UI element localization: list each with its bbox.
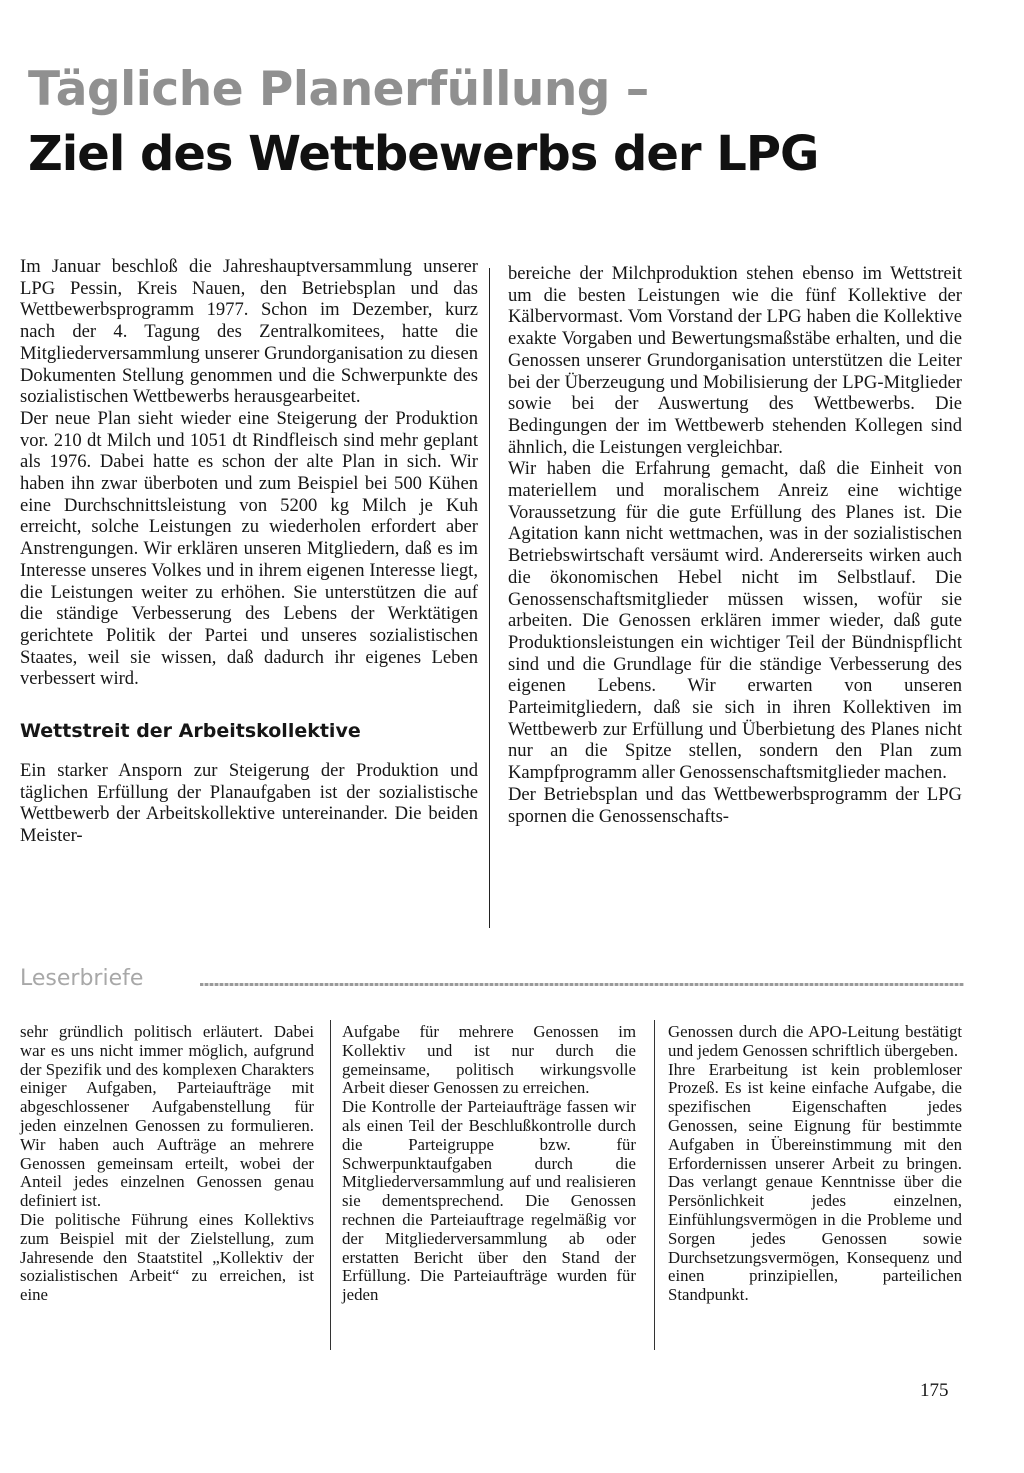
article-column-left [20, 256, 478, 847]
section-subheading: Wettstreit der Arbeitskollektive [20, 720, 361, 743]
article-paragraph: Der neue Plan sieht wieder eine Steigerung der Produktion vor. 210 dt Milch und 1051 dt Rindfleisch sind mehr geplant als 1976. Dabei hatte es schon der alte Plan in sich. Wir haben ihn zwar überboten und zum Beispiel bei 500 Kühen eine Durchschnittsleistung von 5200 kg Milch je Kuh erreicht, solche Leistungen zu wiederholen erfordert aber Anstrengungen. Wir erklären unseren Mitgliedern, daß es im Interesse unseres Volkes und in ihrem eigenen Interesse liegt, die Leistungen weiter zu erhöhen. Sie unterstützen die auf die ständige Verbesserung des Lebens der Werktätigen gerichtete Politik der Partei und unseres sozialistischen Staates, weil sie wissen, daß dadurch ihr eigenes Leben verbessert wird. [20, 407, 478, 690]
article-paragraph: Wir haben die Erfahrung gemacht, daß die Einheit von materiellem und moralischem Anreiz eine wichtige Voraussetzung für die gute Erfüllung des Planes ist. Die Agitation kann nicht wettmachen, was in der sozialistischen Betriebswirtschaft versäumt wird. Andererseits wirken auch die ökonomischen Hebel nicht im Selbstlauf. Die Genossenschaftsmitglieder müssen wissen, wofür sie arbeiten. Die Genossen erklären immer wieder, daß gute Produktionsleistungen ein wichtiger Teil der Bündnispflicht sind und die Grundlage für die ständige Verbesserung des eigenen Lebens. Wir erwarten von unseren Parteimitgliedern, daß sie sich in ihren Kollektiven im Wettbewerb zur Erfüllung und Überbietung des Planes nicht nur an die Spitze stellen, sondern den Plan zum Kampfprogramm aller Genossenschaftsmitglieder machen. [508, 458, 962, 784]
article-column-right [508, 263, 962, 827]
letters-column-2 [342, 1023, 636, 1305]
letters-paragraph: Ihre Erarbeitung ist kein problemloser Prozeß. Es ist keine einfache Aufgabe, die spezifischen Eigenschaften jedes Genossen, seine Eignung für bestimmte Aufgaben in Übereinstimmung mit den Erfordernissen unserer Arbeit zu bringen. Das verlangt genaue Kenntnisse über die Persönlichkeit jedes einzelnen, Einfühlungsvermögen in die Probleme und Sorgen jedes Genossen sowie Durchsetzungsvermögen, Konsequenz und einen prinzipiellen, parteilichen Standpunkt. [668, 1059, 962, 1305]
letters-paragraph: Genossen durch die APO-Leitung bestätigt und jedem Genossen schriftlich übergeben. [668, 1022, 962, 1060]
article-title-line1: Tägliche Planerfüllung – [28, 62, 649, 117]
leserbriefe-label: Leserbriefe [20, 966, 144, 991]
letters-paragraph: Die politische Führung eines Kollektivs zum Beispiel mit der Zielstellung, zum Jahresende den Staatstitel „Kollektiv der sozialistischen Arbeit“ zu erreichen, ist eine [20, 1209, 314, 1305]
article-paragraph: Ein starker Ansporn zur Steigerung der Produktion und täglichen Erfüllung der Planaufgaben ist der sozialistische Wettbewerb der Arbeitskollektive untereinander. Die beiden Meister- [20, 760, 478, 847]
leserbriefe-rule [200, 983, 964, 986]
letters-divider [654, 1020, 655, 1350]
letters-column-3 [668, 1023, 962, 1305]
column-divider [489, 268, 490, 928]
leserbriefe-header [20, 964, 964, 994]
letters-paragraph: sehr gründlich politisch erläutert. Dabei war es uns nicht immer möglich, aufgrund der Spezifik und des komplexen Charakters einiger Aufgaben, Parteiaufträge mit abgeschlossener Aufgabenstellung für jeden einzelnen Genossen zu formulieren. Wir haben auch Aufträge an mehrere Genossen gemeinsam erteilt, wobei der Anteil jedes einzelnen Genossen genau definiert ist. [20, 1022, 314, 1211]
letters-column-1 [20, 1023, 314, 1305]
article-paragraph: Der Betriebsplan und das Wettbewerbsprogramm der LPG spornen die Genossenschafts- [508, 783, 962, 827]
article-title-line2: Ziel des Wettbewerbs der LPG [28, 126, 819, 182]
letters-divider [330, 1020, 331, 1350]
page-number: 175 [920, 1380, 949, 1401]
letters-paragraph: Die Kontrolle der Parteiaufträge fassen wir als einen Teil der Beschlußkontrolle durch die Parteigruppe bzw. für Schwerpunktaufgaben durch die Mitgliederversammlung auf und realisieren sie dementsprechend. Die Genossen rechnen die Parteiauftrage regelmäßig vor der Mitgliederversammlung ab oder erstatten Bericht über den Stand der Erfüllung. Die Parteiaufträge wurden für jeden [342, 1097, 636, 1305]
article-paragraph: Im Januar beschloß die Jahreshauptversammlung unserer LPG Pessin, Kreis Nauen, den Betriebsplan und das Wettbewerbsprogramm 1977. Schon im Dezember, kurz nach der 4. Tagung des Zentralkomitees, hatte die Mitgliederversammlung unserer Grundorganisation zu diesen Dokumenten Stellung genommen und die Schwerpunkte des sozialistischen Wettbewerbs herausgearbeitet. [20, 256, 478, 408]
article-paragraph: bereiche der Milchproduktion stehen ebenso im Wettstreit um die besten Leistungen wie die fünf Kollektive der Kälbervormast. Vom Vorstand der LPG haben die Kollektive exakte Vorgaben und Bewertungsmaßstäbe erhalten, und die Genossen unserer Grundorganisation unterstützen die Leiter bei der Überzeugung und Mobilisierung der LPG-Mitglieder sowie bei der Auswertung des Wettbewerbs. Die Bedingungen der im Wettbewerb stehenden Kollegen sind ähnlich, die Leistungen vergleichbar. [508, 263, 962, 458]
letters-paragraph: Aufgabe für mehrere Genossen im Kollektiv und ist nur durch die gemeinsame, politisch wirkungsvolle Arbeit dieser Genossen zu erreichen. [342, 1022, 636, 1098]
